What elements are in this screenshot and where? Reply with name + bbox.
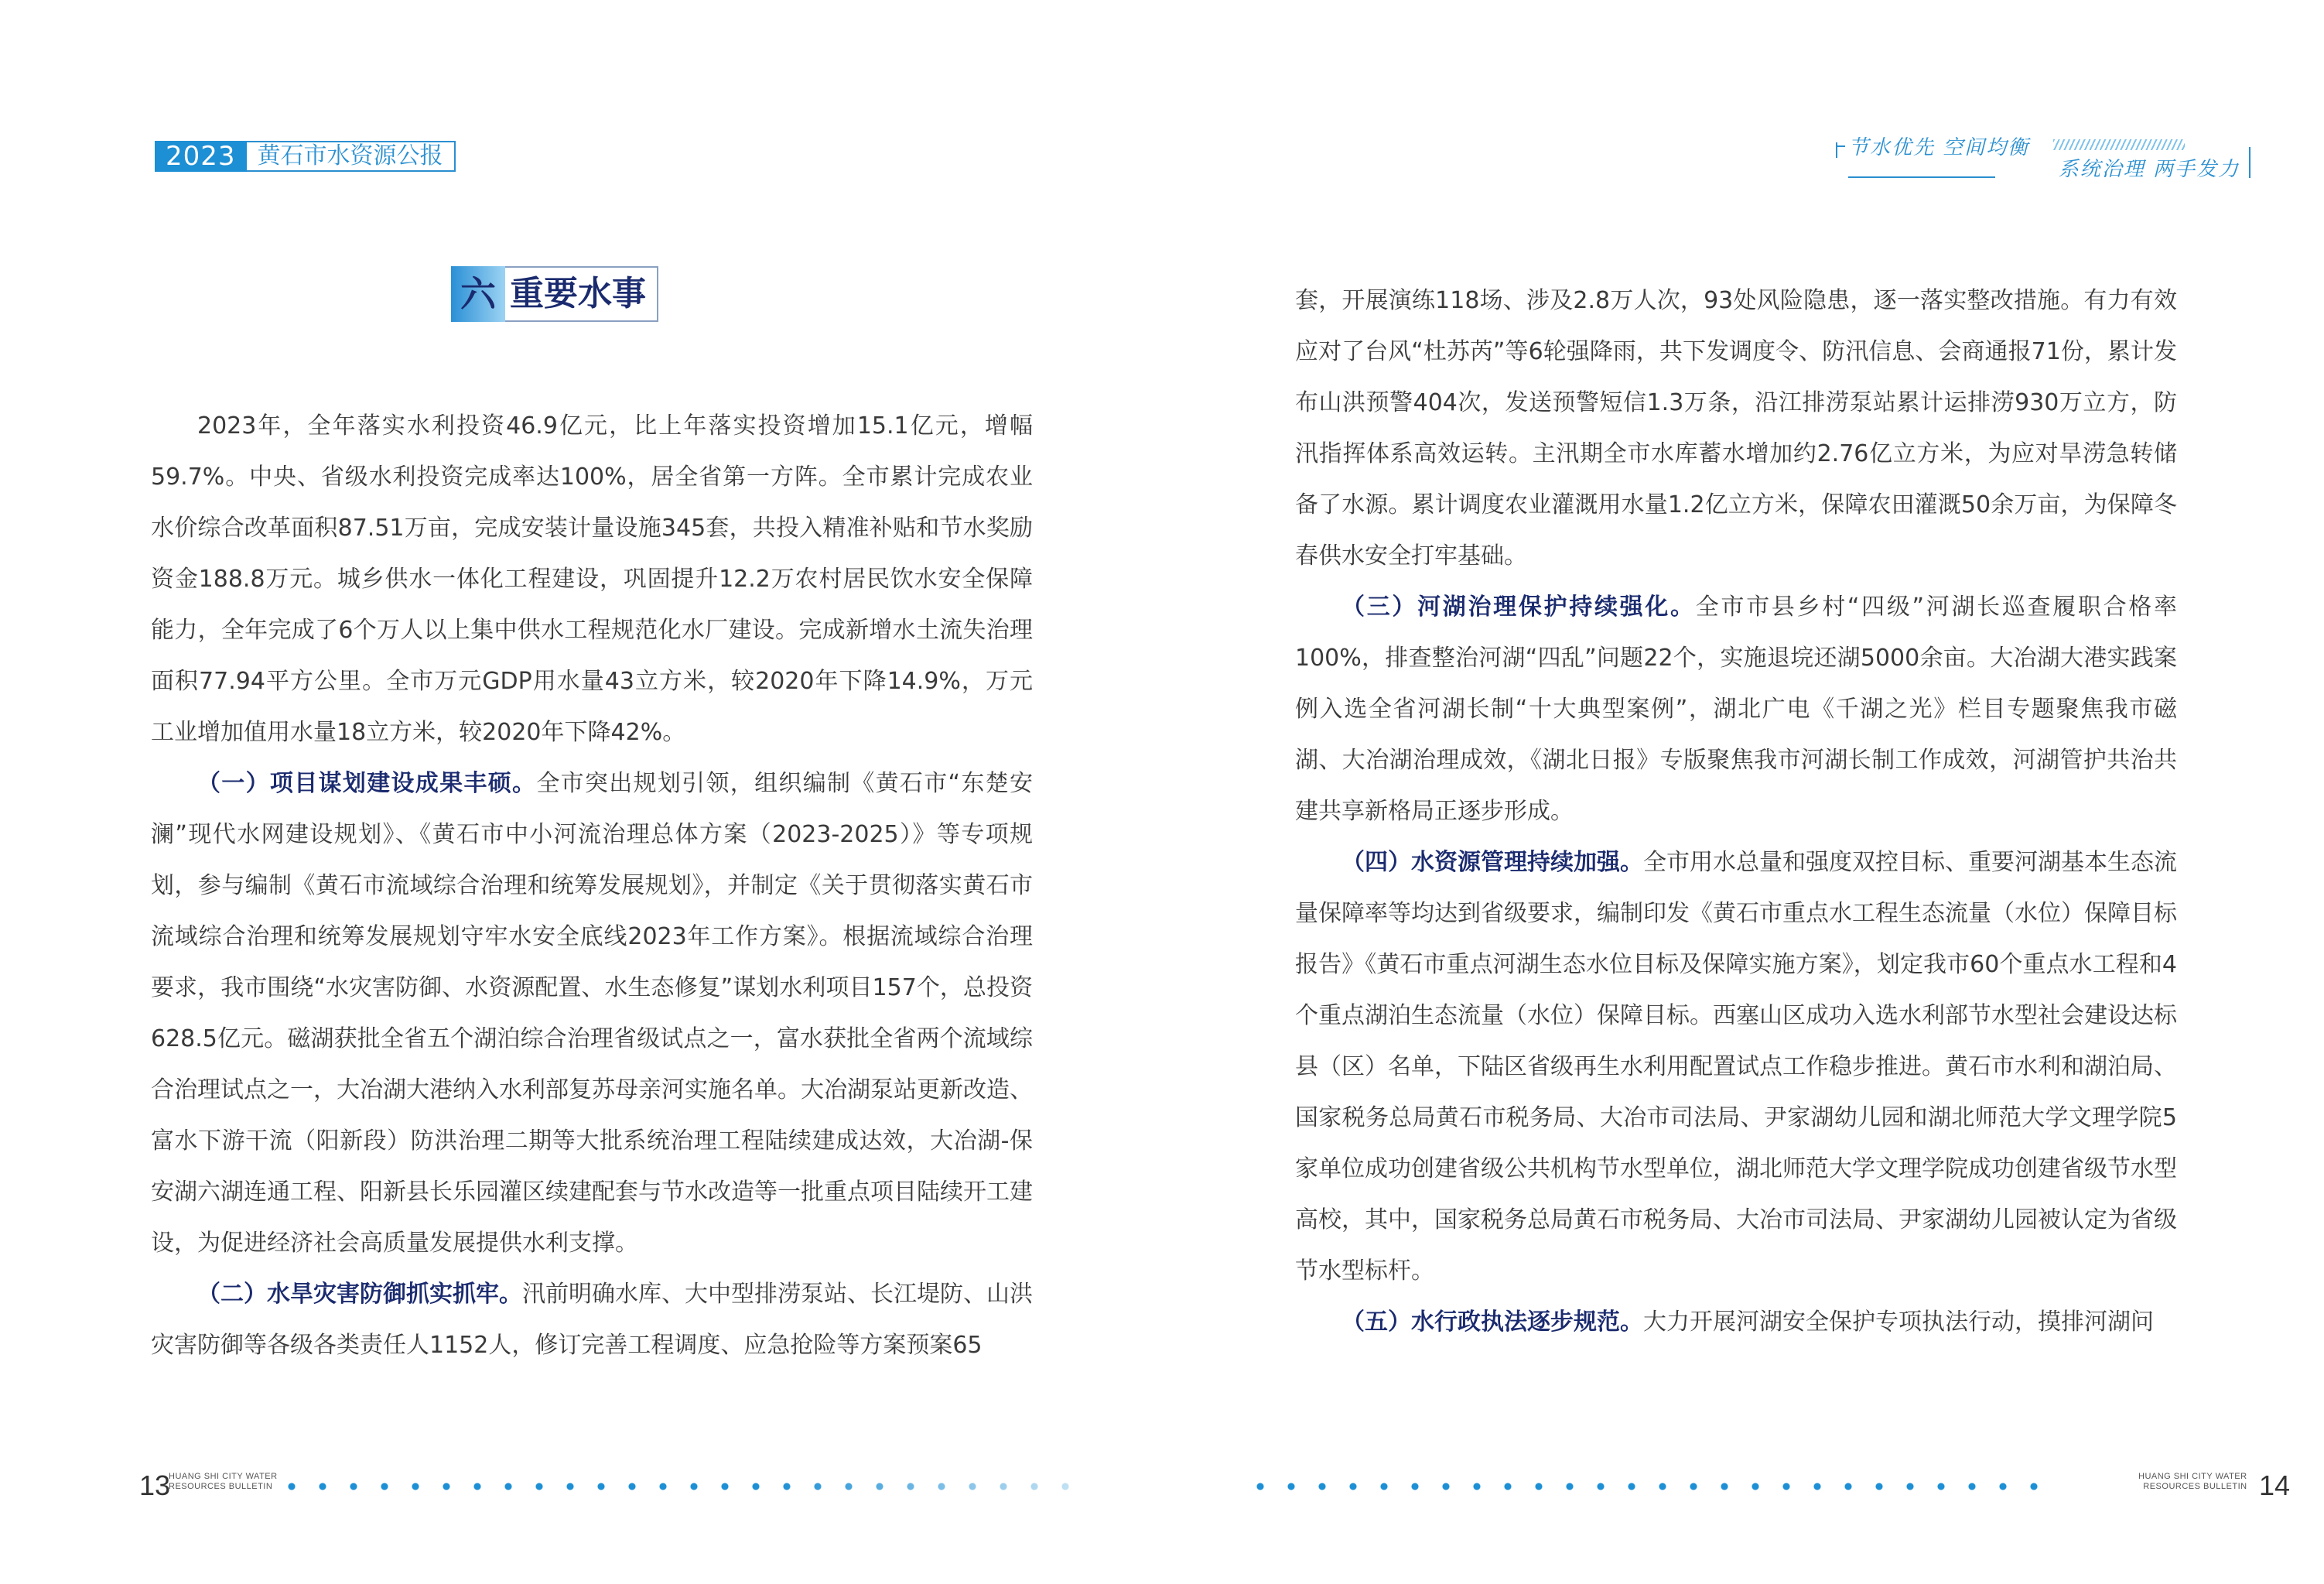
slogan-line-2: 系统治理 两手发力 bbox=[2058, 158, 2240, 181]
section-name: 重要水事 bbox=[505, 266, 658, 322]
paragraph-river-lake-governance: （三）河湖治理保护持续强化。全市市县乡村“四级”河湖长巡查履职合格率100%，排查整治河湖“四乱”问题22个，实施退垸还湖5000余亩。大冶湖大港实践案例入选全省河湖长制“十大典型案例”，湖北广电《千湖之光》栏目专题聚焦我市磁湖、大冶湖治理成效，《湖北日报》专版聚焦我市河湖长制工作成效，河湖管护共治共建共享新格局正逐步形成。 bbox=[1295, 594, 2177, 825]
paragraph-heading: （四）水资源管理持续加强。 bbox=[1341, 849, 1643, 876]
page-number-left: 13 bbox=[139, 1469, 171, 1501]
footer-english-left: HUANG SHI CITY WATER RESOURCES BULLETIN bbox=[169, 1472, 278, 1491]
paragraph-project-planning: （一）项目谋划建设成果丰硕。全市突出规划引领，组织编制《黄石市“东楚安澜”现代水网建设规划》、《黄石市中小河流治理总体方案（2023-2025）》等专项规划，参与编制《黄石市流域综合治理和统筹发展规划》，并制定《关于贯彻落实黄石市流域综合治理和统筹发展规划守牢水安全底线2023年工作方案》。根据流域综合治理要求，我市围绕“水灾害防御、水资源配置、水生态修复”谋划水利项目157个，总投资628.5亿元。磁湖获批全省五个湖泊综合治理省级试点之一，富水获批全省两个流域综合治理试点之一，大冶湖大港纳入水利部复苏母亲河实施名单。大冶湖泵站更新改造、富水下游干流（阳新段）防洪治理二期等大批系统治理工程陆续建成达效，大冶湖-保安湖六湖连通工程、阳新县长乐园灌区续建配套与节水改造等一批重点项目陆续开工建设，为促进经济社会高质量发展提供水利支撑。 bbox=[151, 770, 1034, 1257]
paragraph-water-resource-management: （四）水资源管理持续加强。全市用水总量和强度双控目标、重要河湖基本生态流量保障率等均达到省级要求，编制印发《黄石市重点水工程生态流量（水位）保障目标报告》《黄石市重点河湖生态水位目标及保障实施方案》，划定我市60个重点水工程和4个重点湖泊生态流量（水位）保障目标。西塞山区成功入选水利部节水型社会建设达标县（区）名单，下陆区省级再生水利用配置试点工作稳步推进。黄石市水利和湖泊局、国家税务总局黄石市税务局、大冶市司法局、尹家湖幼儿园和湖北师范大学文理学院5家单位成功创建省级公共机构节水型单位，湖北师范大学文理学院成功创建省级节水型高校，其中，国家税务总局黄石市税务局、大冶市司法局、尹家湖幼儿园被认定为省级节水型标杆。 bbox=[1295, 849, 2177, 1285]
slogan-hatch-decoration bbox=[2053, 139, 2185, 150]
section-title bbox=[451, 266, 658, 322]
paragraph-law-enforcement: （五）水行政执法逐步规范。大力开展河湖安全保护专项执法行动，摸排河湖问 bbox=[1341, 1309, 2154, 1336]
header-title: 黄石市水资源公报 bbox=[247, 141, 456, 172]
right-page bbox=[1162, 0, 2324, 1584]
slogan-header bbox=[1848, 132, 2251, 181]
bulletin-header bbox=[155, 141, 456, 172]
footer-dot-line-right bbox=[1256, 1483, 2053, 1490]
slogan-line-1: 节水优先 空间均衡 bbox=[1848, 136, 2030, 159]
footer-english-right: HUANG SHI CITY WATER RESOURCES BULLETIN bbox=[2138, 1472, 2247, 1491]
paragraph-heading: （五）水行政执法逐步规范。 bbox=[1341, 1309, 1643, 1336]
paragraph-continuation: 套，开展演练118场、涉及2.8万人次，93处风险隐患，逐一落实整改措施。有力有效应对了台风“杜苏芮”等6轮强降雨，共下发调度令、防汛信息、会商通报71份，累计发布山洪预警404次，发送预警短信1.3万条，沿江排涝泵站累计运排涝930万立方，防汛指挥体系高效运转。主汛期全市水库蓄水增加约2.76亿立方米，为应对旱涝急转储备了水源。累计调度农业灌溉用水量1.2亿立方米，保障农田灌溉50余万亩，为保障冬春供水安全打牢基础。 bbox=[1295, 287, 2177, 570]
footer-dot-fade-left bbox=[774, 1476, 1099, 1497]
paragraph-heading: （一）项目谋划建设成果丰硕。 bbox=[197, 770, 537, 797]
left-body-text bbox=[151, 401, 1033, 1371]
paragraph-heading: （三）河湖治理保护持续强化。 bbox=[1341, 594, 1696, 621]
header-year: 2023 bbox=[155, 141, 247, 172]
paragraph-disaster-defense: （二）水旱灾害防御抓实抓牢。汛前明确水库、大中型排涝泵站、长江堤防、山洪灾害防御等各级各类责任人1152人，修订完善工程调度、应急抢险等方案预案65 bbox=[151, 1281, 1033, 1359]
section-number: 六 bbox=[451, 266, 505, 322]
page-number-right: 14 bbox=[2259, 1469, 2291, 1501]
paragraph-intro: 2023年，全年落实水利投资46.9亿元，比上年落实投资增加15.1亿元，增幅59.7%。中央、省级水利投资完成率达100%，居全省第一方阵。全市累计完成农业水价综合改革面积87.51万亩，完成安装计量设施345套，共投入精准补贴和节水奖励资金188.8万元。城乡供水一体化工程建设，巩固提升12.2万农村居民饮水安全保障能力，全年完成了6个万人以上集中供水工程规范化水厂建设。完成新增水土流失治理面积77.94平方公里。全市万元GDP用水量43立方米，较2020年下降14.9%，万元工业增加值用水量18立方米，较2020年下降42%。 bbox=[151, 412, 1033, 746]
paragraph-heading: （二）水旱灾害防御抓实抓牢。 bbox=[197, 1281, 522, 1308]
right-body-text bbox=[1295, 275, 2177, 1348]
